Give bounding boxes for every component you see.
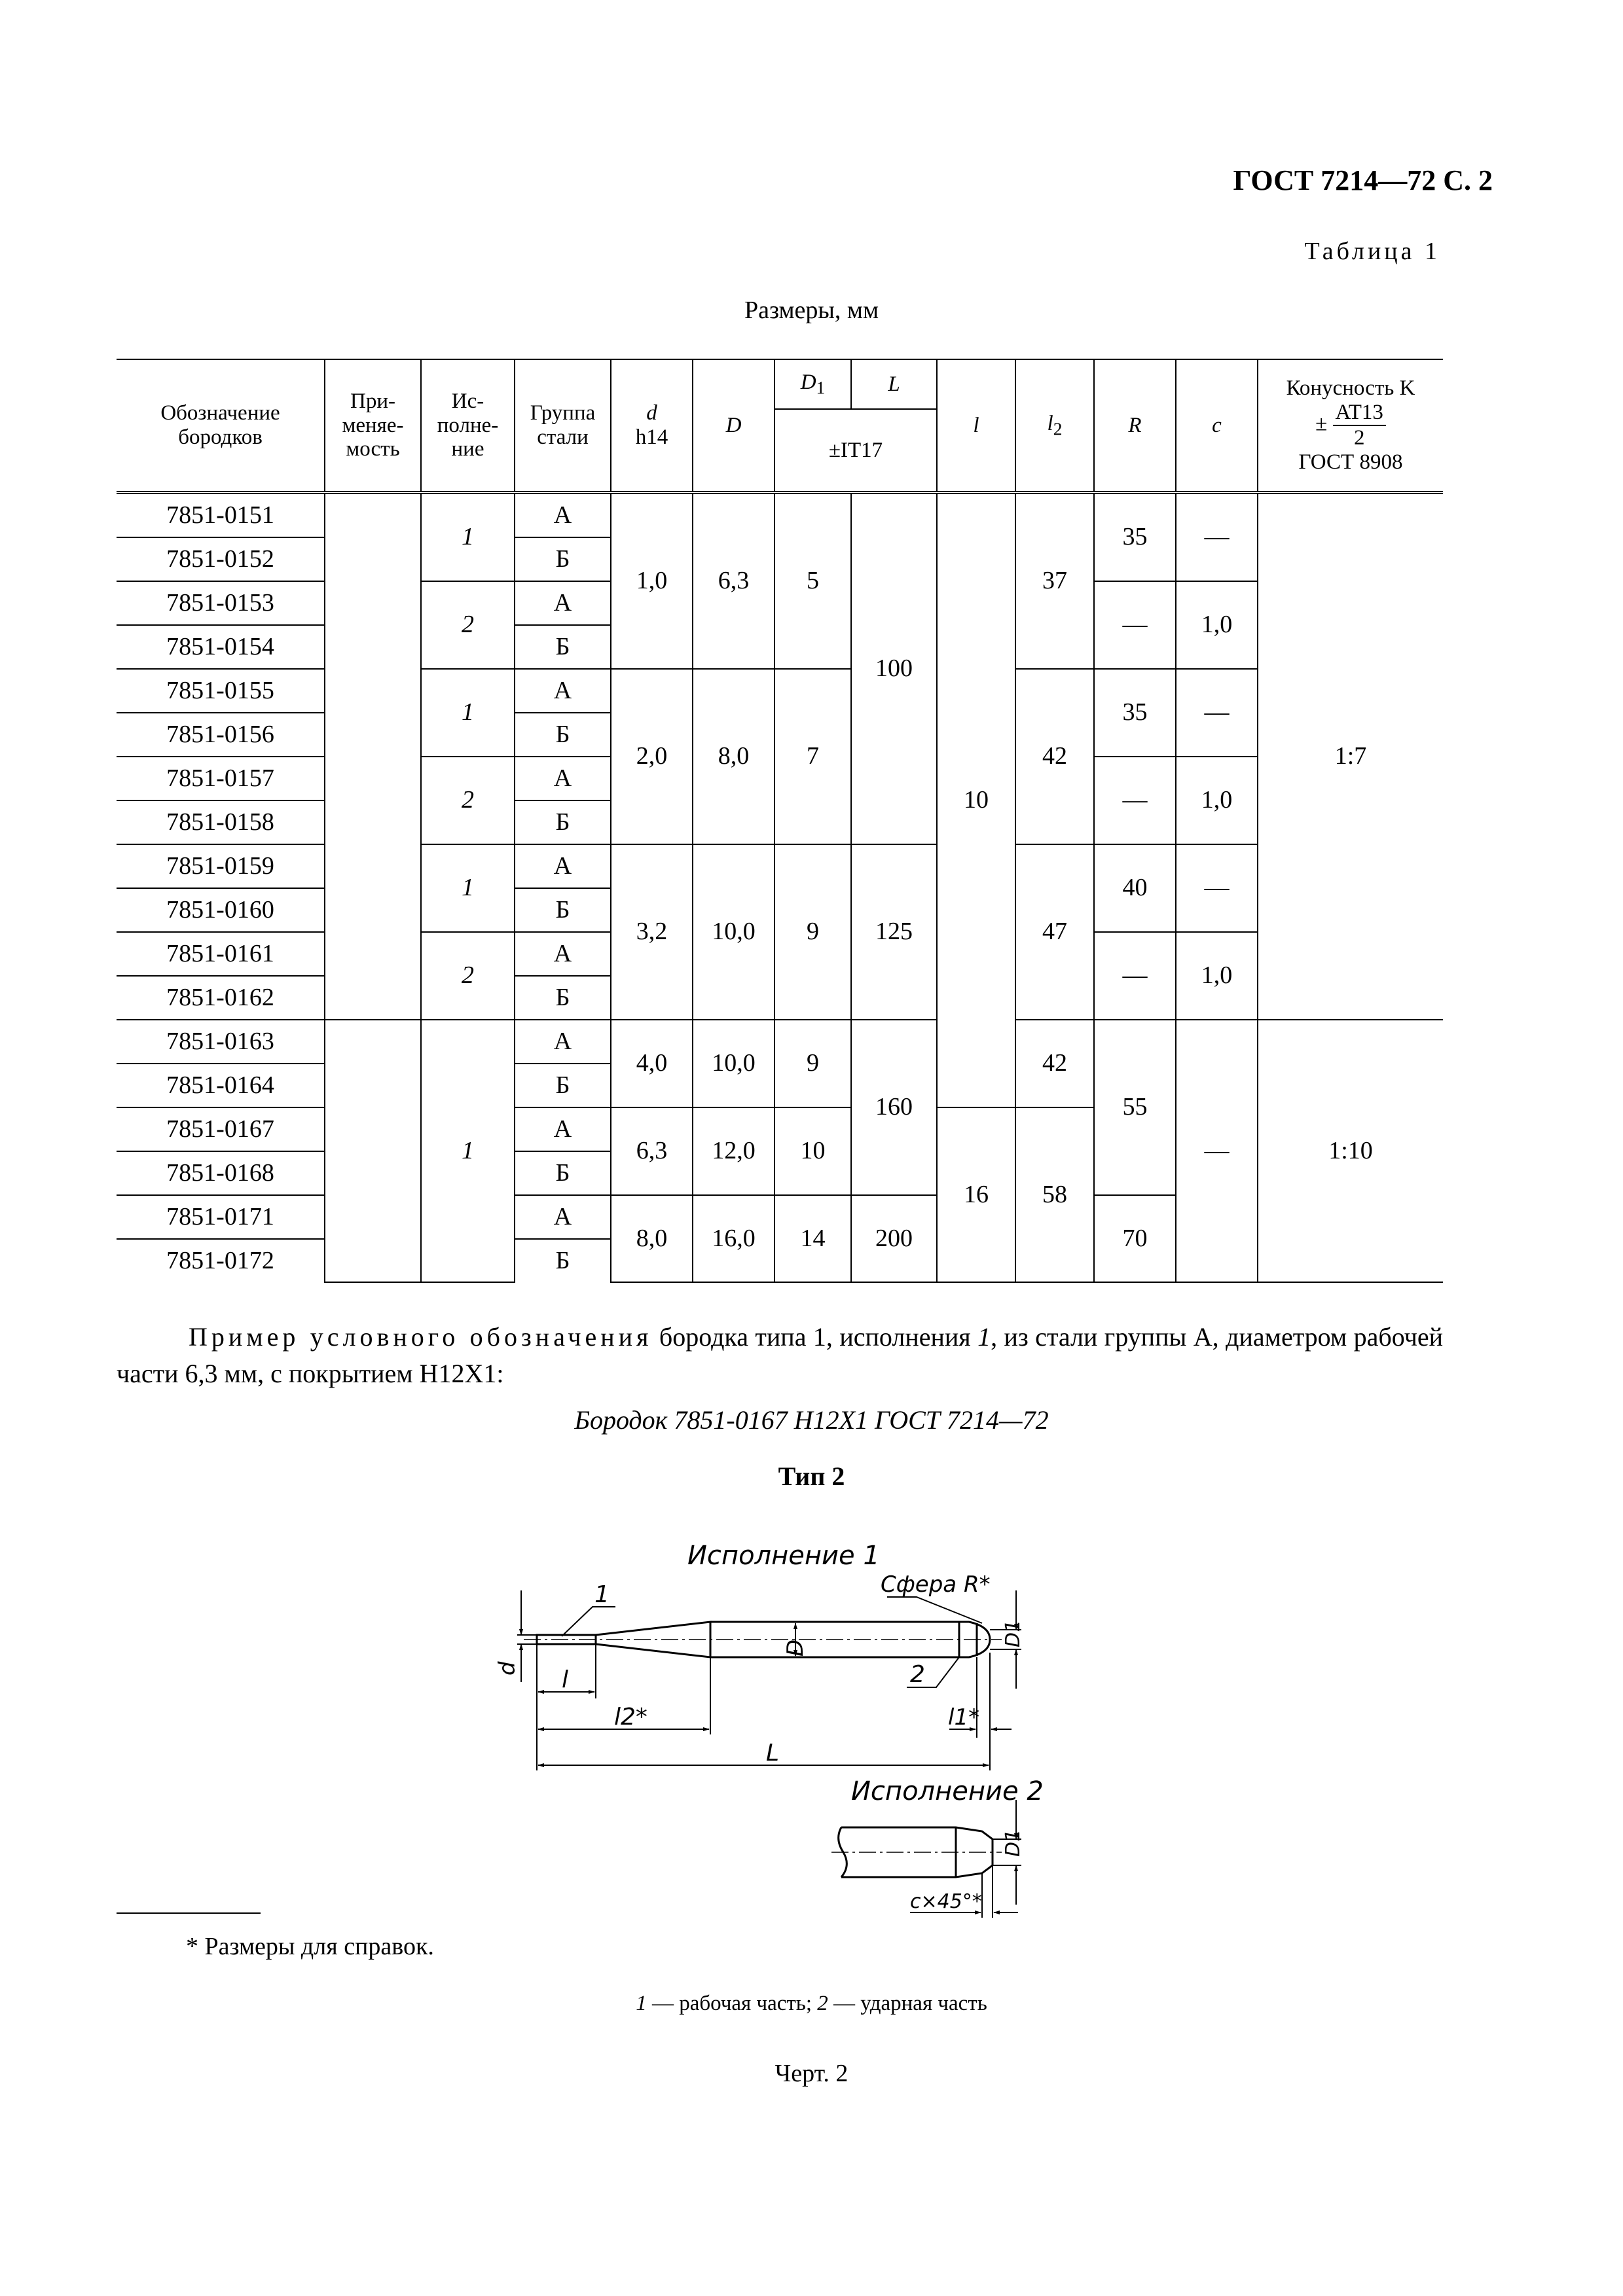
- header-L: L: [851, 359, 937, 409]
- table-cell-L: 200: [851, 1195, 937, 1282]
- table-cell-steel: Б: [515, 1064, 611, 1107]
- header-d: d h14: [611, 359, 693, 493]
- version2-title: Исполнение 2: [851, 1776, 1044, 1806]
- table-cell-designation: 7851-0155: [117, 669, 325, 713]
- table-cell-designation: 7851-0161: [117, 932, 325, 976]
- table-cell-D1: 9: [775, 1020, 851, 1107]
- table-cell-steel: А: [515, 669, 611, 713]
- table-cell-designation: 7851-0153: [117, 581, 325, 625]
- dim-l1-label: l1*: [948, 1704, 980, 1731]
- table-cell-steel: Б: [515, 888, 611, 932]
- header-applicability: При- меняе- мость: [325, 359, 421, 493]
- table-cell-R: —: [1094, 757, 1176, 844]
- dim-D1-label: D1: [1002, 1619, 1025, 1647]
- table-cell-designation: 7851-0158: [117, 800, 325, 844]
- table-cell-D: 16,0: [693, 1195, 775, 1282]
- version1-title: Исполнение 1: [687, 1541, 880, 1571]
- dimensions-table: [117, 359, 1443, 1283]
- table-cell-l2: 42: [1015, 669, 1094, 844]
- tool-drawing: [484, 1512, 1074, 1944]
- dim-l-label: l: [562, 1666, 569, 1693]
- table-cell-designation: 7851-0151: [117, 493, 325, 538]
- table-cell-D1: 14: [775, 1195, 851, 1282]
- designation-example: Пример условного обозначения бородка типа 1, исполнения 1, из стали группы А, диаметром рабочей части 6,3 мм, с покрытием Н12Х1:: [117, 1322, 1443, 1388]
- table-cell-designation: 7851-0154: [117, 625, 325, 669]
- footnote-divider: [117, 1912, 261, 1914]
- table-cell-d: 1,0: [611, 493, 693, 670]
- table-cell-D1: 5: [775, 493, 851, 670]
- table-cell-steel: А: [515, 1107, 611, 1151]
- table-cell-version: 1: [421, 493, 515, 582]
- table-cell-D: 10,0: [693, 1020, 775, 1107]
- table-cell-l2: 37: [1015, 493, 1094, 670]
- table-cell-steel: А: [515, 932, 611, 976]
- table-cell-d: 4,0: [611, 1020, 693, 1107]
- table-cell-designation: 7851-0159: [117, 844, 325, 888]
- sphere-label: Сфера R*: [881, 1571, 991, 1598]
- table-label: Таблица 1: [1304, 238, 1440, 265]
- table-cell-taper: 1:7: [1258, 493, 1443, 1020]
- table-cell-applicability: [325, 493, 421, 1020]
- table-cell-R: 70: [1094, 1195, 1176, 1282]
- header-l: l: [937, 359, 1015, 493]
- table-cell-c: 1,0: [1176, 757, 1258, 844]
- table-cell-L: 100: [851, 493, 937, 845]
- table-cell-R: 55: [1094, 1020, 1176, 1195]
- table-cell-designation: 7851-0157: [117, 757, 325, 800]
- table-cell-designation: 7851-0163: [117, 1020, 325, 1064]
- header-c: c: [1176, 359, 1258, 493]
- table-cell-D1: 10: [775, 1107, 851, 1195]
- table-cell-c: 1,0: [1176, 932, 1258, 1020]
- dim-L-label: L: [766, 1740, 780, 1767]
- table-cell-D1: 7: [775, 669, 851, 844]
- part1-callout: 1: [594, 1581, 610, 1608]
- header-designation: Обозначение бородков: [117, 359, 325, 493]
- table-cell-steel: Б: [515, 625, 611, 669]
- table-cell-designation: 7851-0152: [117, 537, 325, 581]
- table-cell-designation: 7851-0172: [117, 1239, 325, 1282]
- footnote: * Размеры для справок.: [186, 1933, 434, 1960]
- table-cell-steel: Б: [515, 1151, 611, 1195]
- table-cell-D: 10,0: [693, 844, 775, 1020]
- table-cell-l2: 47: [1015, 844, 1094, 1020]
- table-cell-steel: А: [515, 1020, 611, 1064]
- table-cell-D: 12,0: [693, 1107, 775, 1195]
- table-cell-steel: А: [515, 581, 611, 625]
- table-cell-steel: А: [515, 844, 611, 888]
- table-cell-L: 160: [851, 1020, 937, 1195]
- table-cell-R: 40: [1094, 844, 1176, 932]
- table-cell-R: 35: [1094, 493, 1176, 582]
- table-cell-R: 35: [1094, 669, 1176, 757]
- table-cell-R: —: [1094, 932, 1176, 1020]
- table-cell-version: 1: [421, 844, 515, 932]
- table-cell-d: 3,2: [611, 844, 693, 1020]
- table-cell-d: 6,3: [611, 1107, 693, 1195]
- header-R: R: [1094, 359, 1176, 493]
- table-cell-D1: 9: [775, 844, 851, 1020]
- dim-d-label: d: [494, 1661, 520, 1676]
- table-cell-l: 10: [937, 493, 1015, 1108]
- table-cell-D: 6,3: [693, 493, 775, 670]
- table-cell-c: 1,0: [1176, 581, 1258, 669]
- table-cell-taper: 1:10: [1258, 1020, 1443, 1282]
- table-cell-steel: А: [515, 493, 611, 538]
- table-cell-designation: 7851-0164: [117, 1064, 325, 1107]
- table-cell-c: —: [1176, 669, 1258, 757]
- table-cell-d: 8,0: [611, 1195, 693, 1282]
- table-cell-version: 2: [421, 757, 515, 844]
- header-D1: $D_1$: [775, 359, 851, 409]
- table-cell-designation: 7851-0156: [117, 713, 325, 757]
- figure-caption: Черт. 2: [775, 2060, 848, 2087]
- table-cell-c: —: [1176, 493, 1258, 582]
- table-cell-version: 2: [421, 581, 515, 669]
- table-cell-d: 2,0: [611, 669, 693, 844]
- dim-D1-label-v2: D1: [1002, 1829, 1025, 1857]
- table-cell-steel: Б: [515, 1239, 611, 1282]
- table-cell-steel: Б: [515, 713, 611, 757]
- header-tolerance: ±IT17: [775, 409, 937, 493]
- table-cell-designation: 7851-0167: [117, 1107, 325, 1151]
- table-cell-designation: 7851-0160: [117, 888, 325, 932]
- table-cell-version: 1: [421, 669, 515, 757]
- table-cell-c: —: [1176, 1020, 1258, 1282]
- dim-l2-label: l2*: [614, 1704, 647, 1731]
- table-cell-steel: Б: [515, 800, 611, 844]
- header-taper: Конусность K ± $\frac{AT13}{2}$ ГОСТ 8908: [1258, 359, 1443, 493]
- header-version: Ис- полне- ние: [421, 359, 515, 493]
- figure-legend: 1 — рабочая часть; 2 — ударная часть: [636, 1992, 987, 2015]
- table-cell-designation: 7851-0162: [117, 976, 325, 1020]
- table-cell-steel: Б: [515, 537, 611, 581]
- table-cell-c: —: [1176, 844, 1258, 932]
- table-cell-steel: Б: [515, 976, 611, 1020]
- table-cell-version: 1: [421, 1020, 515, 1282]
- table-cell-version: 2: [421, 932, 515, 1020]
- table-cell-l: 16: [937, 1107, 1015, 1282]
- table-cell-R: —: [1094, 581, 1176, 669]
- table-cell-steel: А: [515, 757, 611, 800]
- table-cell-designation: 7851-0168: [117, 1151, 325, 1195]
- header-steel-group: Группа стали: [515, 359, 611, 493]
- table-cell-l2: 58: [1015, 1107, 1094, 1282]
- table-cell-D: 8,0: [693, 669, 775, 844]
- table-cell-l2: 42: [1015, 1020, 1094, 1107]
- type-heading: Тип 2: [778, 1462, 845, 1491]
- table-cell-applicability: [325, 1020, 421, 1282]
- dim-D-label: D: [782, 1639, 809, 1657]
- part2-callout: 2: [910, 1661, 925, 1688]
- designation-formula: Бородок 7851-0167 Н12Х1 ГОСТ 7214—72: [574, 1405, 1049, 1435]
- page-header: ГОСТ 7214—72 С. 2: [1233, 164, 1493, 196]
- header-D: D: [693, 359, 775, 493]
- header-l2: $l_2$: [1015, 359, 1094, 493]
- table-cell-steel: А: [515, 1195, 611, 1239]
- table-cell-L: 125: [851, 844, 937, 1020]
- chamfer-label: c×45°*: [910, 1890, 982, 1913]
- table-cell-designation: 7851-0171: [117, 1195, 325, 1239]
- table-caption: Размеры, мм: [744, 296, 879, 324]
